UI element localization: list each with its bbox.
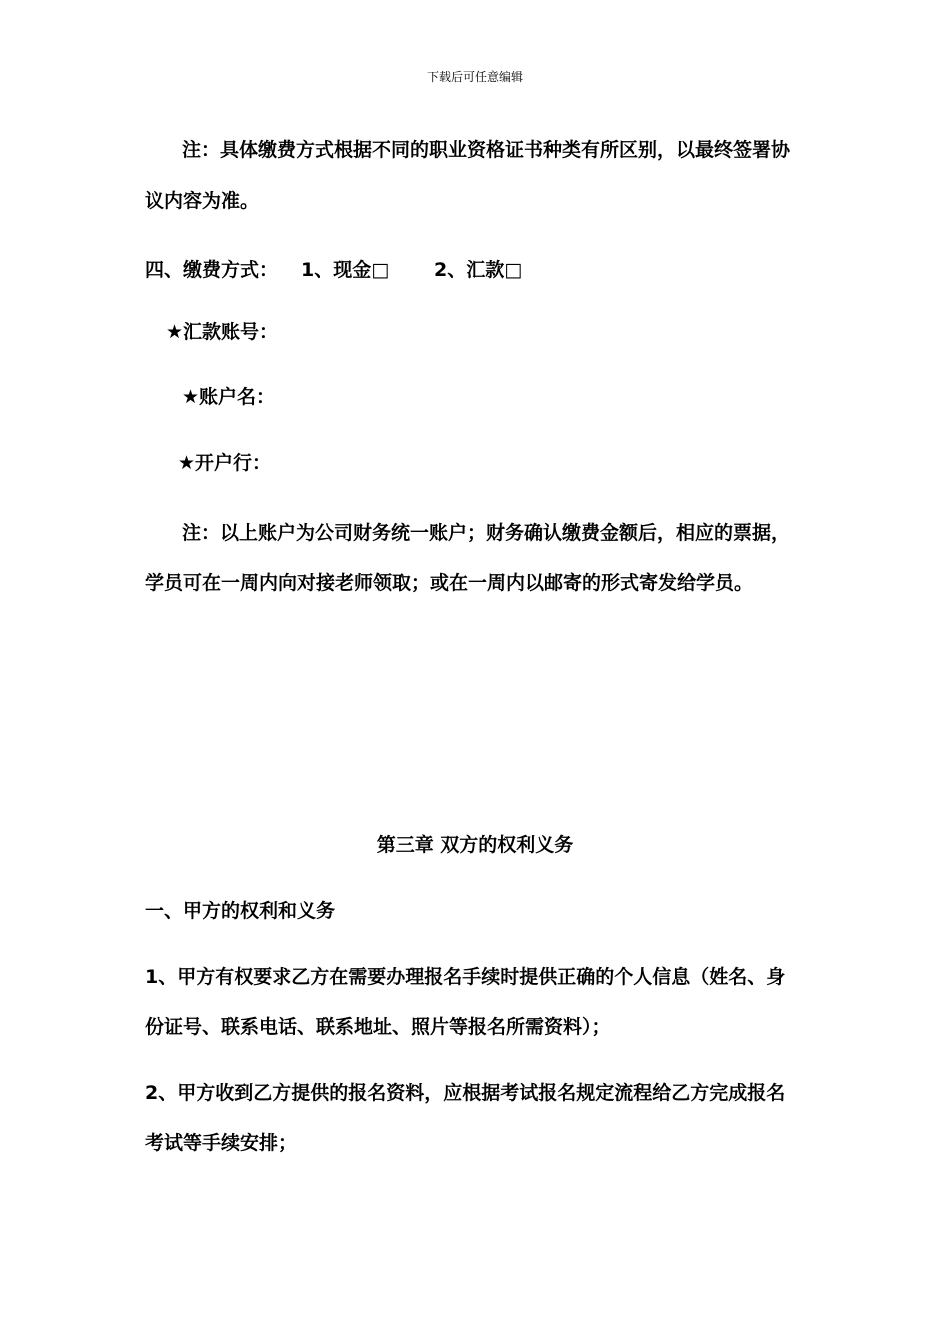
chapter-title: 第三章 双方的权利义务 (376, 834, 574, 856)
payment-option-transfer: 2、汇款□ (434, 259, 523, 281)
note-line: 学员可在一周内向对接老师领取；或在一周内以邮寄的形式寄发给学员。 (145, 572, 754, 594)
clause-line: 1、甲方有权要求乙方在需要办理报名手续时提供正确的个人信息（姓名、身 (145, 966, 786, 988)
payment-heading: 四、缴费方式： (145, 259, 279, 281)
account-bank-label: ★开户行： (178, 452, 272, 474)
note-line: 注：具体缴费方式根据不同的职业资格证书种类有所区别，以最终签署协 (182, 139, 791, 161)
account-number-label: ★汇款账号： (166, 321, 279, 343)
payment-option-cash: 1、现金□ (301, 259, 390, 281)
page-header: 下载后可任意编辑 (426, 70, 523, 84)
account-name-label: ★账户名： (182, 386, 276, 408)
section-heading: 一、甲方的权利和义务 (145, 900, 336, 922)
clause-line: 考试等手续安排； (145, 1132, 298, 1154)
note-line: 议内容为准。 (145, 190, 260, 212)
clause-line: 2、甲方收到乙方提供的报名资料，应根据考试报名规定流程给乙方完成报名 (145, 1082, 786, 1104)
clause-line: 份证号、联系电话、联系地址、照片等报名所需资料）； (145, 1016, 611, 1038)
note-line: 注：以上账户为公司财务统一账户；财务确认缴费金额后，相应的票据， (182, 522, 791, 544)
